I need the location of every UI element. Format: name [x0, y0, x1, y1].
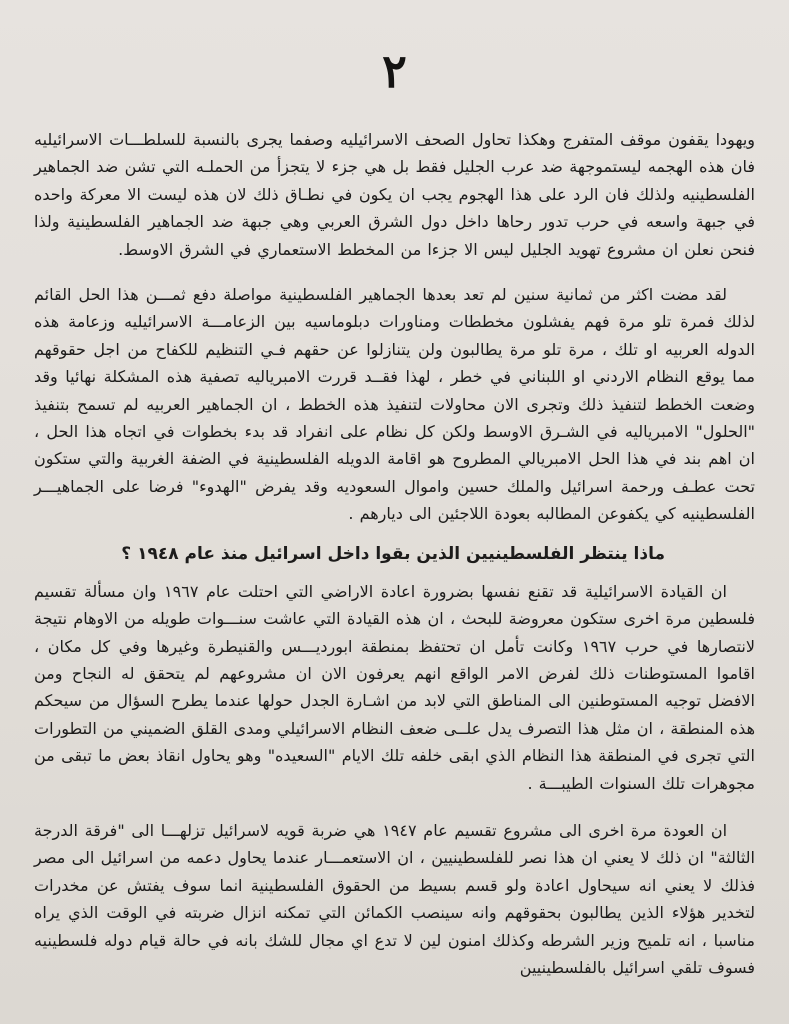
section-heading: ماذا ينتظر الفلسطينيين الذين بقوا داخل اسرائيل منذ عام ١٩٤٨ ؟	[121, 543, 665, 564]
paragraph-4: ان العودة مرة اخرى الى مشروع تقسيم عام ١٩٤٧ هي ضربة قويه لاسرائيل تزلهـــا الى "فرقة الدرجة الثالثة" ان ذلك لا يعني ان هذا نصر للفلسطينيين ، ان الاستعمـــار عندما يحاول دعمه من اسرائيل الى مصر فذلك لا يعني انه سيحاول اعادة ولو قسم بسيط من الحقوق الفلسطينية انما سوف يفتش عن مخدرات لتخدير هؤلاء الذين يطالبون بحقوقهم وانه سينصب الكمائن التي تمكنه انزال ضربته في الوقت الذي يراه مناسبا ، انه تلميح وزير الشرطه وكذلك امنون لين لا تدع اي مجال للشك بانه في حالة قيام دوله فلسطينيه فسوف تلقي اسرائيل بالفلسطينيين	[34, 820, 755, 977]
article-body	[34, 126, 755, 981]
paragraph-1: ويهودا يقفون موقف المتفرج وهكذا تحاول الصحف الاسرائيليه وصفما يجرى بالنسبة للسلطـــات الاسرائيليه فان هذه الهجمه ليستموجهة ضد عرب الجليل فقط بل هي جزء لا يتجزأ من الحملـه التي تشن ضد الجماهير الفلسطينيه ولذلك فان الرد على هذا الهجوم يجب ان يكون في نطـاق ذلك لان هذه ليست الا معركة واحده في جبهة واسعه في حرب تدور رحاها داخل دول الشرق العربي وهي جبهة ضد الجماهير الفلسطينية ولذا فنحن نعلن ان مشروع تهويد الجليل ليس الا جزءا من المخطط الاستعماري في الشرق الاوسط.	[34, 130, 755, 259]
paragraph-3: ان القيادة الاسرائيلية قد تقنع نفسها بضرورة اعادة الاراضي التي احتلت عام ١٩٦٧ وان مسألة تقسيم فلسطين مرة اخرى ستكون معروضة للبحث ، ان هذه القيادة التي عاشت سنـــوات طويله من الاوهام نتيجة لانتصارها في حرب ١٩٦٧ وكانت تأمل ان تحتفظ بمنطقة ابوردیـــس والقنيطرة وغيرها وفي كل مكان ، اقاموا المستوطنات ذلك لفرض الامر الواقع انهم يعرفون الان ان مشروعهم لم يتحقق له النجاح ومن الافضل توجيه المستوطنين الى المناطق التي لابد من اشـارة الجدل حولها عندما يطرح السؤال من سيحكم هذه المنطقة ، ان مثل هذا التصرف يدل علــى ضعف النظام الاسرائيلي ومدى القلق الضميني من التطورات التي تجرى في المنطقة هذا النظام الذي ابقى خلفه تلك الايام "السعيده" وهو يحاول انقاذ بعض ما تبقى من مجوهرات تلك السنوات الطيبـــة .	[34, 581, 756, 793]
paragraph-2: لقد مضت اكثر من ثمانية سنين لم تعد بعدها الجماهير الفلسطينية مواصلة دفع ثمـــن هذا الحل القائم لذلك فمرة تلو مرة فهم يفشلون مخططات ومناورات دبلوماسيه بين الزعامـــة الاسرائيليه وزعامة هذه الدوله العربيه او تلك ، مرة تلو مرة يطالبون ولن يتنازلوا عن حقهم فـي التنظيم للكفاح من اجل حقوقهم مما يوقع النظام الاردني او اللبناني في خطر ، لهذا فقــد قررت الامبرياليه تصفية هذه المشكلة نهائيا وقد وضعت الخطط لتنفيذ ذلك وتجرى الان محاولات لتنفيذ هذه الخطط ، ان الجماهير العربيه لم تسمح بتنفيذ "الحلول" الامبرياليه في الشـرق الاوسط ولكن كل نظام على انفراد قد بدء بخطوات في اتجاه هذا الحل ، ان اهم بند في هذا الحل الامبريالي المطروح هو اقامة الدويله الفلسطينية في الضفة الغربية والتي ستكون تحت عطـف ورحمة اسرائيل والملك حسين واموال السعوديه وقد يفرض "الهدوء" فرضا على الجماهيـــر الفلسطينيه كي يكفوعن المطالبه بعودة اللاجئين الى ديارهم .	[34, 285, 755, 524]
page-number: ٢	[382, 44, 407, 98]
